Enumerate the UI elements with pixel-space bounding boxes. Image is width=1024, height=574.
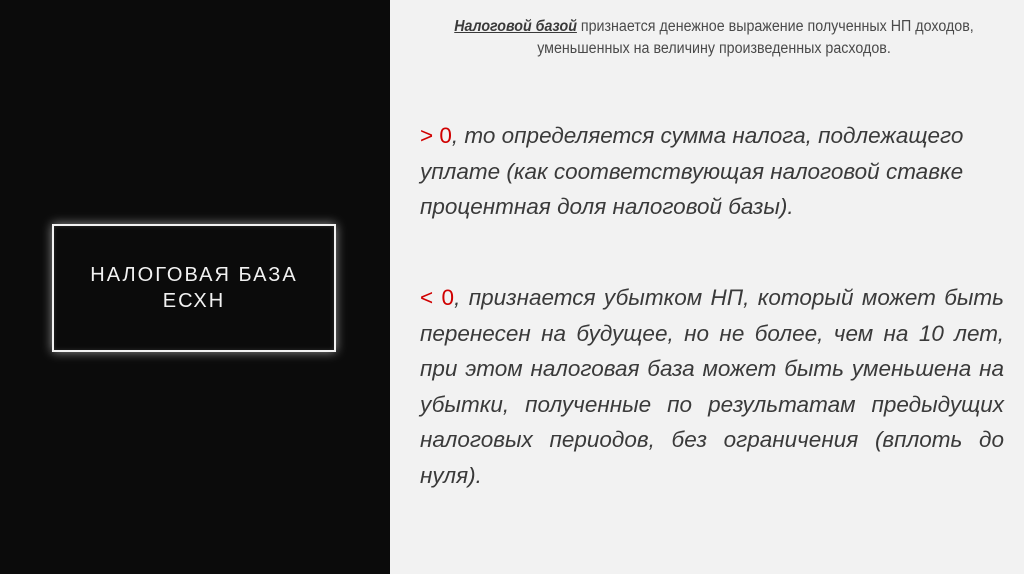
less-than-zero-sign: < 0	[420, 285, 455, 310]
right-panel	[390, 0, 1024, 574]
definition-text	[444, 16, 985, 60]
definition-term: Налоговой базой	[454, 18, 577, 35]
definition-body: признается денежное выражение полученных НП доходов, уменьшенных на величину произведенных расходов.	[537, 18, 974, 57]
positive-base-text: , то определяется сумма налога, подлежащего уплате (как соответствующая налоговой ставке процентная доля налоговой базы).	[420, 123, 964, 219]
negative-base-text: , признается убытком НП, который может быть перенесен на будущее, но не более, чем на 10 лет, при этом налоговая база может быть уменьшена на убытки, полученные по результатам предыдущих налоговых периодов, без ограничения (вплоть до нуля).	[420, 285, 1005, 488]
left-panel	[0, 0, 390, 574]
positive-base-paragraph	[420, 118, 1004, 225]
negative-base-paragraph	[420, 280, 1004, 493]
title-line-2: ЕСХН	[162, 290, 226, 312]
greater-than-zero-sign: > 0	[420, 123, 452, 148]
title-line-1: НАЛОГОВАЯ БАЗА	[90, 264, 298, 286]
title-box	[52, 224, 336, 352]
